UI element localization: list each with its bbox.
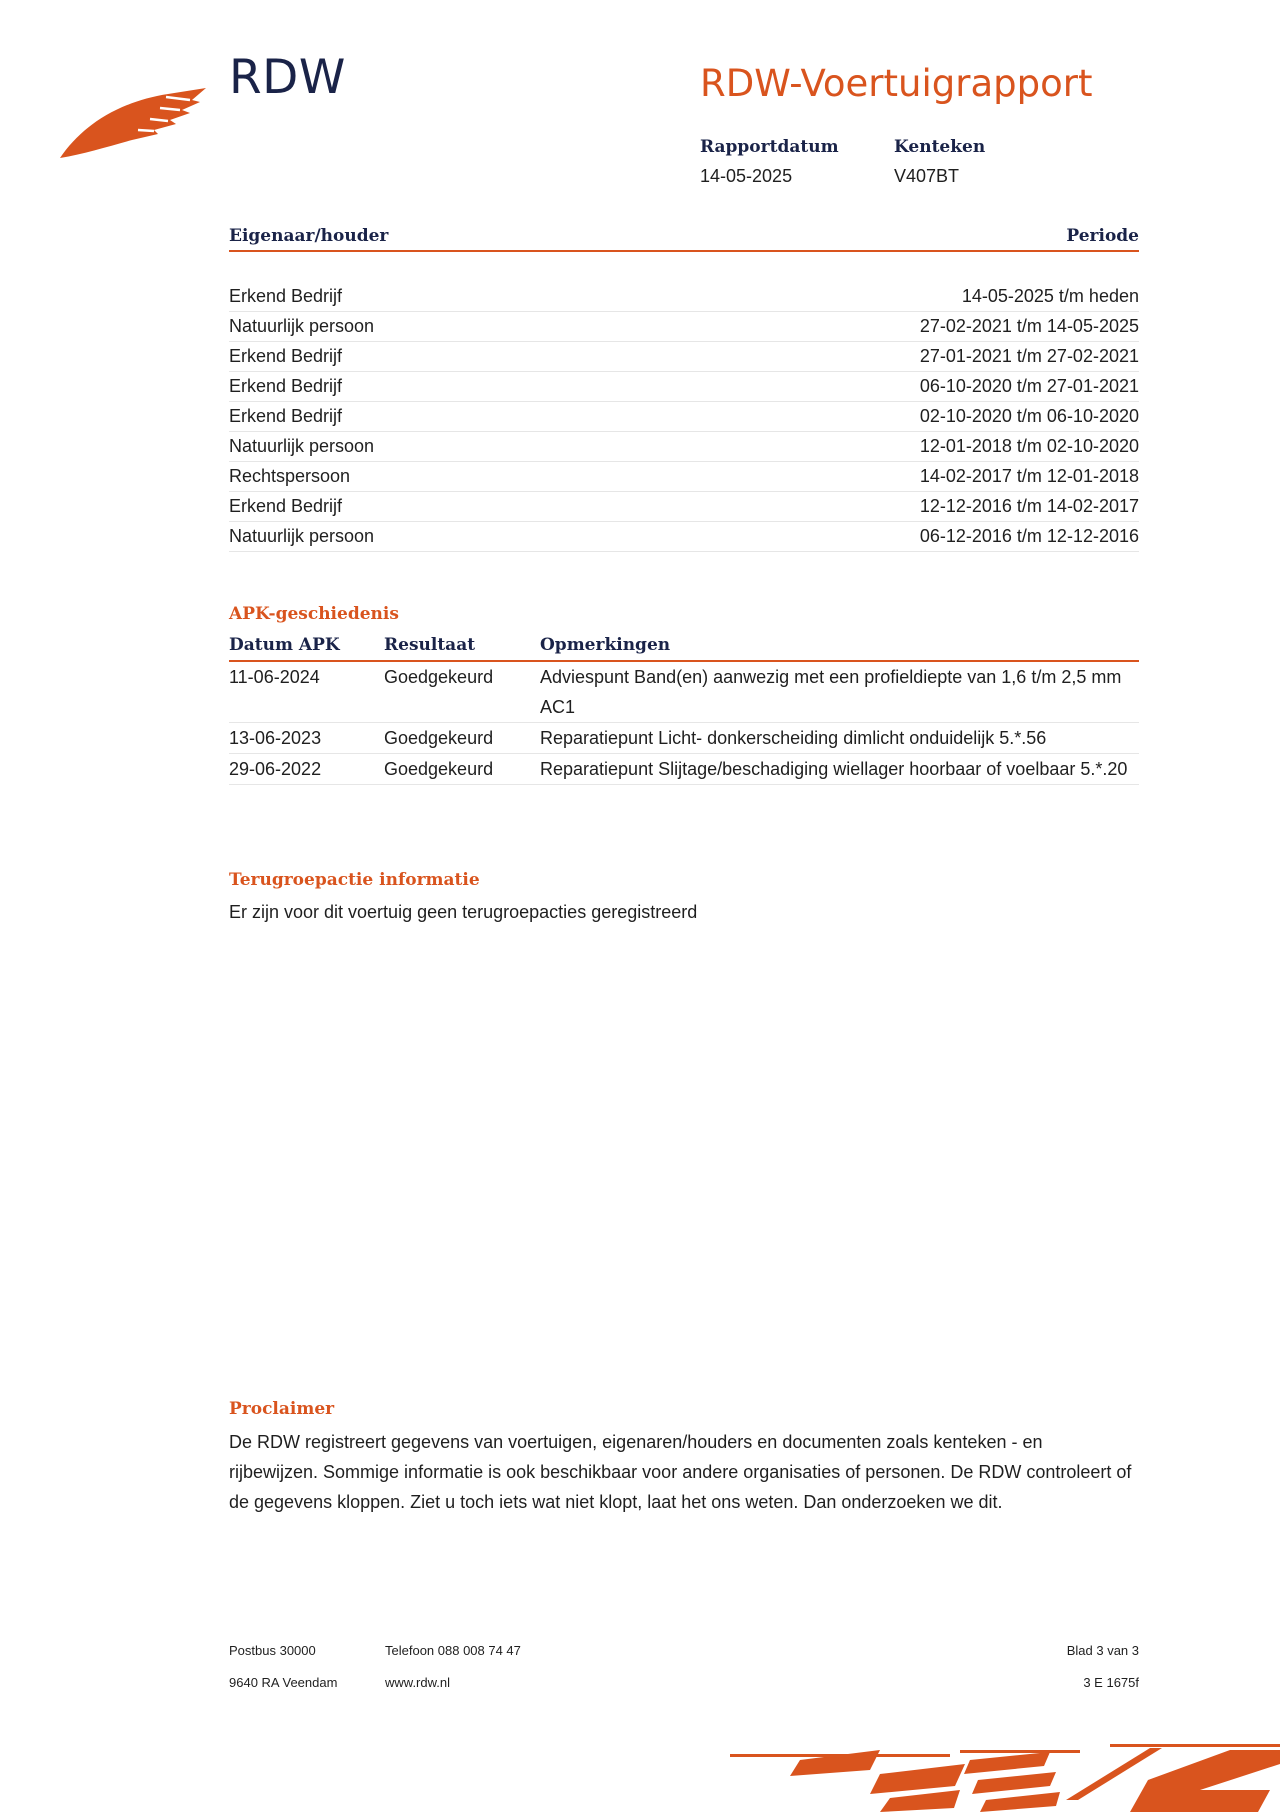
apk-history-table (229, 630, 1139, 785)
apk-remarks: Reparatiepunt Slijtage/beschadiging wiellager hoorbaar of voelbaar 5.*.20 (540, 759, 1128, 779)
report-date: 14-05-2025 (700, 166, 793, 186)
report-date-label: Rapportdatum (700, 137, 839, 157)
recall-heading: Terugroepactie informatie (229, 870, 480, 890)
footer-page-number: Blad 3 van 3 (1066, 1643, 1139, 1658)
owner-period: 12-01-2018 t/m 02-10-2020 (919, 436, 1139, 456)
owner-type: Erkend Bedrijf (229, 286, 343, 306)
apk-table-header (229, 630, 1139, 662)
owner-history-table (229, 222, 1139, 552)
owner-table-header (229, 222, 1139, 252)
apk-result: Goedgekeurd (384, 728, 494, 748)
apk-result: Goedgekeurd (384, 759, 494, 779)
table-row (229, 402, 1139, 432)
apk-remarks: Reparatiepunt Licht- donkerscheiding dimlicht onduidelijk 5.*.56 (540, 728, 1047, 748)
apk-result-header: Resultaat (384, 635, 476, 655)
owner-period: 02-10-2020 t/m 06-10-2020 (919, 406, 1139, 426)
proclaimer-heading: Proclaimer (229, 1399, 335, 1419)
owner-period: 27-02-2021 t/m 14-05-2025 (919, 316, 1139, 336)
rdw-logo-icon (58, 80, 208, 162)
owner-type: Natuurlijk persoon (229, 436, 375, 456)
table-row (229, 342, 1139, 372)
owner-period: 12-12-2016 t/m 14-02-2017 (919, 496, 1139, 516)
brand-name: RDW (229, 50, 346, 105)
footer-phone: Telefoon 088 008 74 47 (385, 1643, 521, 1658)
recall-text: Er zijn voor dit voertuig geen terugroepacties geregistreerd (229, 902, 698, 922)
apk-remarks: Adviespunt Band(en) aanwezig met een profieldiepte van 1,6 t/m 2,5 mm AC1 (540, 667, 1122, 717)
table-row (229, 492, 1139, 522)
owner-period: 14-05-2025 t/m heden (961, 286, 1139, 306)
plate-label: Kenteken (894, 137, 986, 157)
table-row (229, 432, 1139, 462)
apk-remarks-header: Opmerkingen (540, 635, 671, 655)
plate-number: V407BT (894, 166, 960, 186)
proclaimer-text: De RDW registreert gegevens van voertuigen, eigenaren/houders en documenten zoals kenteken - en rijbewijzen. Sommige informatie is ook beschikbaar voor andere organisaties of personen. De RDW controleert of de gegevens kloppen. Ziet u toch iets wat niet klopt, laat het ons weten. Dan onderzoeken we dit. (229, 1432, 1132, 1512)
apk-result: Goedgekeurd (384, 667, 494, 687)
footer-document-code: 3 E 1675f (1083, 1675, 1139, 1690)
owner-period: 06-10-2020 t/m 27-01-2021 (919, 376, 1139, 396)
owner-column-header: Eigenaar/houder (229, 226, 389, 246)
table-row (229, 462, 1139, 492)
owner-type: Erkend Bedrijf (229, 406, 343, 426)
speed-stripes-icon (730, 1742, 1280, 1812)
owner-type: Erkend Bedrijf (229, 376, 343, 396)
table-row (229, 723, 1139, 754)
apk-date: 11-06-2024 (229, 667, 320, 687)
owner-type: Erkend Bedrijf (229, 496, 343, 516)
table-row (229, 522, 1139, 552)
owner-period: 14-02-2017 t/m 12-01-2018 (919, 466, 1139, 486)
period-column-header: Periode (1066, 226, 1139, 246)
owner-period: 06-12-2016 t/m 12-12-2016 (919, 526, 1139, 546)
table-row (229, 282, 1139, 312)
table-row (229, 372, 1139, 402)
owner-period: 27-01-2021 t/m 27-02-2021 (919, 346, 1139, 366)
apk-heading: APK-geschiedenis (229, 604, 399, 624)
owner-type: Erkend Bedrijf (229, 346, 343, 366)
footer-address-line2: 9640 RA Veendam (229, 1675, 338, 1690)
table-row (229, 754, 1139, 785)
apk-date: 13-06-2023 (229, 728, 322, 748)
owner-type: Natuurlijk persoon (229, 316, 375, 336)
table-row (229, 312, 1139, 342)
apk-date: 29-06-2022 (229, 759, 322, 779)
footer-address-line1: Postbus 30000 (229, 1643, 316, 1658)
report-title: RDW-Voertuigrapport (700, 62, 1093, 105)
apk-date-header: Datum APK (229, 635, 340, 655)
table-row (229, 662, 1139, 723)
owner-type: Natuurlijk persoon (229, 526, 375, 546)
owner-type: Rechtspersoon (229, 466, 351, 486)
footer-website[interactable]: www.rdw.nl (385, 1675, 451, 1690)
